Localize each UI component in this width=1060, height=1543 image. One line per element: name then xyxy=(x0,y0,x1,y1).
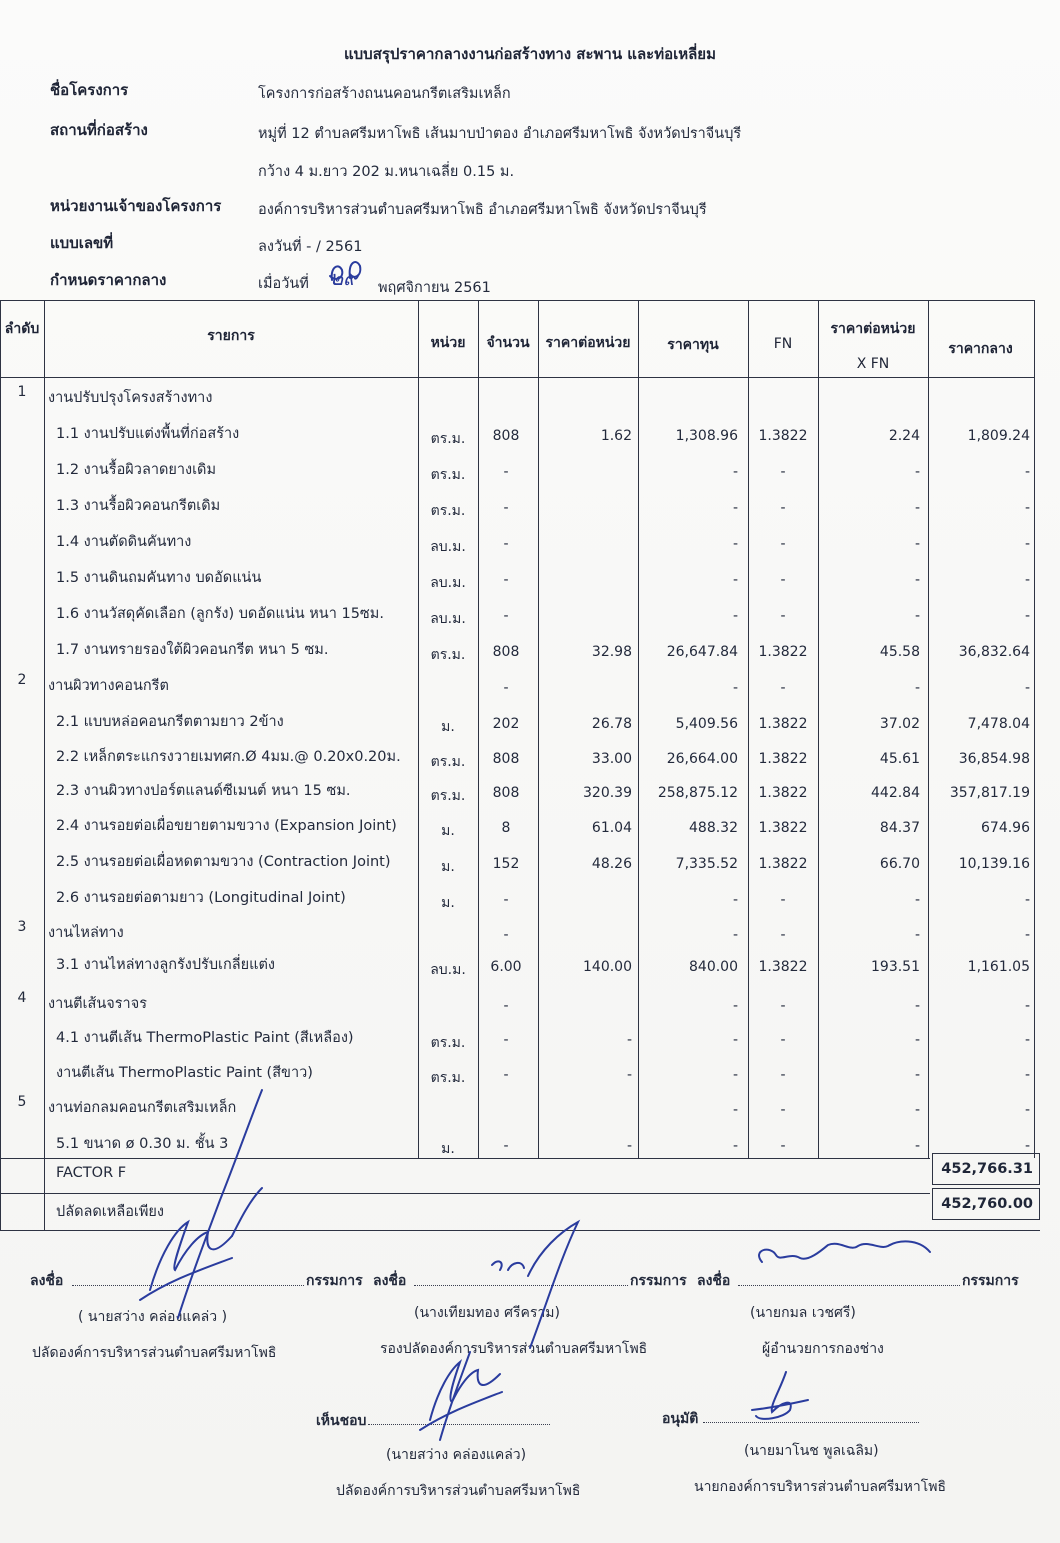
row-description: 2.6 งานรอยต่อตามยาว (Longitudinal Joint) xyxy=(56,890,346,906)
row-mid: - xyxy=(1024,1102,1030,1118)
row-up: 32.98 xyxy=(591,644,632,660)
row-cost: - xyxy=(732,680,738,696)
header-mid-price: ราคากลาง xyxy=(948,341,1013,357)
row-cost: - xyxy=(732,464,738,480)
row-unit: ลบ.ม. xyxy=(430,539,466,555)
row-description: 2.4 งานรอยต่อเผื่อขยายตามขวาง (Expansion Joint) xyxy=(56,818,397,834)
row-number: 2 xyxy=(17,672,27,688)
document-title: แบบสรุปราคากลางงานก่อสร้างทาง สะพาน และท่อเหลี่ยม xyxy=(343,45,716,63)
signer-2-name: (นางเทียมทอง ศรีคราม) xyxy=(414,1305,560,1321)
row-cost: - xyxy=(732,1102,738,1118)
row-qty: 202 xyxy=(492,716,520,732)
row-description: 1.7 งานทรายรองใต้ผิวคอนกรีต หนา 5 ซม. xyxy=(56,642,329,658)
row-mid: - xyxy=(1024,464,1030,480)
row-qty: - xyxy=(503,1138,509,1154)
row-unit: ตร.ม. xyxy=(430,647,466,663)
header-no: ลำดับ xyxy=(4,321,40,337)
row-description: 1.2 งานรื้อผิวลาดยางเดิม xyxy=(56,462,217,478)
row-ufn: - xyxy=(914,892,920,908)
sign-label-3: ลงชื่อ xyxy=(697,1273,731,1289)
signature-1-tail xyxy=(178,1090,262,1318)
signer-4-name: (นายสว่าง คล่องแคล่ว) xyxy=(386,1447,527,1463)
design-label: แบบเลขที่ xyxy=(50,234,114,252)
row-qty: 6.00 xyxy=(490,959,522,975)
row-description: 1.5 งานดินถมคันทาง บดอัดแน่น xyxy=(56,570,262,586)
row-up: - xyxy=(626,1032,632,1048)
row-fn: 1.3822 xyxy=(758,751,808,767)
row-description: 2.1 แบบหล่อคอนกรีตตามยาว 2ข้าง xyxy=(56,714,284,730)
row-ufn: - xyxy=(914,680,920,696)
row-number: 4 xyxy=(17,990,27,1006)
row-ufn: - xyxy=(914,536,920,552)
row-ufn: 84.37 xyxy=(879,820,920,836)
row-qty: 808 xyxy=(492,644,520,660)
owner-value: องค์การบริหารส่วนตำบลศรีมหาโพธิ อำเภอศรีมหาโพธิ จังหวัดปราจีนบุรี xyxy=(258,202,707,218)
row-cost: - xyxy=(732,1032,738,1048)
row-qty: - xyxy=(503,500,509,516)
row-mid: - xyxy=(1024,892,1030,908)
signature-3 xyxy=(759,1241,930,1262)
row-ufn: - xyxy=(914,998,920,1014)
row-ufn: 45.58 xyxy=(879,644,920,660)
row-fn: - xyxy=(780,1102,786,1118)
header-fn: FN xyxy=(773,336,793,352)
row-ufn: - xyxy=(914,608,920,624)
project-value: โครงการก่อสร้างถนนคอนกรีตเสริมเหล็ก xyxy=(258,86,511,102)
row-cost: 840.00 xyxy=(689,959,738,975)
header-qty: จำนวน xyxy=(486,335,530,351)
price-date-prefix: เมื่อวันที่ xyxy=(258,276,309,292)
row-description: 1.3 งานรื้อผิวคอนกรีตเดิม xyxy=(56,498,221,514)
committee-label-2: กรรมการ xyxy=(630,1273,687,1289)
row-description: งานปรับปรุงโครงสร้างทาง xyxy=(48,390,213,406)
row-description: 3.1 งานไหล่ทางลูกรังปรับเกลี่ยแต่ง xyxy=(56,957,276,973)
row-unit: ม. xyxy=(441,859,455,875)
date-day-stroke xyxy=(330,262,360,280)
row-qty: 8 xyxy=(501,820,511,836)
header-unit-price: ราคาต่อหน่วย xyxy=(545,335,631,351)
row-mid: 36,832.64 xyxy=(958,644,1030,660)
row-fn: - xyxy=(780,927,786,943)
row-mid: 674.96 xyxy=(981,820,1030,836)
row-ufn: - xyxy=(914,1102,920,1118)
row-fn: 1.3822 xyxy=(758,644,808,660)
row-cost: 488.32 xyxy=(689,820,738,836)
row-unit: ลบ.ม. xyxy=(430,611,466,627)
price-date-day: ๒๙ xyxy=(330,266,358,290)
row-cost: 7,335.52 xyxy=(675,856,738,872)
design-value: ลงวันที่ - / 2561 xyxy=(258,239,363,255)
signer-4-title: ปลัดองค์การบริหารส่วนตำบลศรีมหาโพธิ xyxy=(336,1483,581,1499)
row-up: 61.04 xyxy=(591,820,632,836)
signer-5-title: นายกองค์การบริหารส่วนตำบลศรีมหาโพธิ xyxy=(694,1479,947,1495)
row-qty: - xyxy=(503,892,509,908)
row-up: 320.39 xyxy=(583,785,632,801)
row-mid: - xyxy=(1024,680,1030,696)
row-description: 4.1 งานตีเส้น ThermoPlastic Paint (สีเหลือง) xyxy=(56,1030,354,1046)
row-number: 1 xyxy=(17,384,27,400)
owner-label: หน่วยงานเจ้าของโครงการ xyxy=(50,197,222,215)
row-ufn: - xyxy=(914,1067,920,1083)
row-fn: 1.3822 xyxy=(758,959,808,975)
row-up: - xyxy=(626,1138,632,1154)
signature-1 xyxy=(140,1222,232,1300)
approve-label: อนุมัติ xyxy=(662,1411,699,1427)
row-ufn: 45.61 xyxy=(879,751,920,767)
row-cost: 1,308.96 xyxy=(675,428,738,444)
row-qty: - xyxy=(503,927,509,943)
rounded-total: 452,760.00 xyxy=(932,1188,1040,1220)
row-fn: 1.3822 xyxy=(758,820,808,836)
row-unit: ตร.ม. xyxy=(430,788,466,804)
row-qty: - xyxy=(503,1067,509,1083)
row-mid: 7,478.04 xyxy=(967,716,1030,732)
row-ufn: 66.70 xyxy=(879,856,920,872)
row-cost: 26,647.84 xyxy=(666,644,738,660)
row-mid: 357,817.19 xyxy=(949,785,1030,801)
header-unit-fn: ราคาต่อหน่วย xyxy=(830,321,916,337)
row-description: งานไหล่ทาง xyxy=(48,925,124,941)
row-mid: 36,854.98 xyxy=(958,751,1030,767)
row-cost: - xyxy=(732,500,738,516)
row-mid: 10,139.16 xyxy=(958,856,1030,872)
row-mid: - xyxy=(1024,572,1030,588)
row-cost: - xyxy=(732,1067,738,1083)
row-description: งานตีเส้นจราจร xyxy=(48,996,147,1012)
header-unit: หน่วย xyxy=(430,335,466,351)
row-up: 1.62 xyxy=(600,428,632,444)
row-cost: 258,875.12 xyxy=(657,785,738,801)
row-cost: - xyxy=(732,998,738,1014)
row-description: 2.2 เหล็กตระแกรงวายเมทศก.Ø 4มม.@ 0.20x0.20ม. xyxy=(56,749,401,765)
signer-1-title: ปลัดองค์การบริหารส่วนตำบลศรีมหาโพธิ xyxy=(32,1345,277,1361)
row-fn: - xyxy=(780,536,786,552)
row-up: - xyxy=(626,1067,632,1083)
row-qty: 152 xyxy=(492,856,520,872)
row-cost: - xyxy=(732,892,738,908)
row-unit: ม. xyxy=(441,823,455,839)
row-mid: - xyxy=(1024,500,1030,516)
dimensions-value: กว้าง 4 ม.ยาว 202 ม.หนาเฉลี่ย 0.15 ม. xyxy=(258,164,515,180)
row-fn: 1.3822 xyxy=(758,428,808,444)
row-qty: - xyxy=(503,464,509,480)
row-unit: ตร.ม. xyxy=(430,1035,466,1051)
row-qty: - xyxy=(503,1032,509,1048)
row-fn: - xyxy=(780,500,786,516)
row-fn: - xyxy=(780,1138,786,1154)
rounded-label: ปลัดลดเหลือเพียง xyxy=(56,1204,165,1220)
row-cost: - xyxy=(732,927,738,943)
row-mid: - xyxy=(1024,998,1030,1014)
row-fn: 1.3822 xyxy=(758,716,808,732)
row-mid: - xyxy=(1024,1067,1030,1083)
signer-5-name: (นายมาโนช พูลเฉลิม) xyxy=(744,1443,879,1459)
row-unit: ลบ.ม. xyxy=(430,575,466,591)
row-unit: ตร.ม. xyxy=(430,754,466,770)
row-unit: ตร.ม. xyxy=(430,431,466,447)
row-description: 1.6 งานวัสดุคัดเลือก (ลูกรัง) บดอัดแน่น หนา 15ซม. xyxy=(56,606,384,622)
row-fn: - xyxy=(780,464,786,480)
price-date-month: พฤศจิกายน 2561 xyxy=(378,280,491,296)
row-ufn: - xyxy=(914,1138,920,1154)
row-description: งานผิวทางคอนกรีต xyxy=(48,678,169,694)
row-description: 1.4 งานตัดดินคันทาง xyxy=(56,534,192,550)
row-qty: - xyxy=(503,572,509,588)
row-ufn: 2.24 xyxy=(888,428,920,444)
factor-total: 452,766.31 xyxy=(932,1153,1040,1185)
row-number: 5 xyxy=(17,1094,27,1110)
row-unit: ม. xyxy=(441,895,455,911)
row-unit: ลบ.ม. xyxy=(430,962,466,978)
row-unit: ม. xyxy=(441,719,455,735)
row-qty: - xyxy=(503,536,509,552)
row-qty: 808 xyxy=(492,428,520,444)
row-ufn: 442.84 xyxy=(871,785,920,801)
row-fn: - xyxy=(780,1032,786,1048)
row-fn: - xyxy=(780,892,786,908)
row-mid: 1,809.24 xyxy=(967,428,1030,444)
row-up: 140.00 xyxy=(583,959,632,975)
header-cost: ราคาทุน xyxy=(667,337,719,353)
row-description: 2.5 งานรอยต่อเผื่อหดตามขวาง (Contraction Joint) xyxy=(56,854,391,870)
row-cost: - xyxy=(732,1138,738,1154)
row-cost: 5,409.56 xyxy=(675,716,738,732)
row-mid: - xyxy=(1024,1138,1030,1154)
row-qty: - xyxy=(503,608,509,624)
row-fn: 1.3822 xyxy=(758,785,808,801)
row-up: 48.26 xyxy=(591,856,632,872)
row-mid: - xyxy=(1024,1032,1030,1048)
row-unit: ตร.ม. xyxy=(430,503,466,519)
header-unit-fn-x: X FN xyxy=(856,356,890,372)
row-up: 26.78 xyxy=(591,716,632,732)
row-cost: - xyxy=(732,572,738,588)
row-description: 1.1 งานปรับแต่งพื้นที่ก่อสร้าง xyxy=(56,426,240,442)
row-mid: - xyxy=(1024,536,1030,552)
row-mid: - xyxy=(1024,927,1030,943)
row-qty: 808 xyxy=(492,751,520,767)
row-description: 2.3 งานผิวทางปอร์ตแลนด์ซีเมนต์ หนา 15 ซม. xyxy=(56,783,351,799)
row-qty: - xyxy=(503,680,509,696)
row-description: 5.1 ขนาด ø 0.30 ม. ชั้น 3 xyxy=(56,1136,229,1152)
row-ufn: - xyxy=(914,572,920,588)
row-ufn: 193.51 xyxy=(871,959,920,975)
row-qty: 808 xyxy=(492,785,520,801)
row-fn: - xyxy=(780,1067,786,1083)
row-fn: - xyxy=(780,998,786,1014)
row-ufn: - xyxy=(914,927,920,943)
row-cost: - xyxy=(732,536,738,552)
signature-4 xyxy=(420,1352,502,1440)
row-up: 33.00 xyxy=(591,751,632,767)
signer-2-title: รองปลัดองค์การบริหารส่วนตำบลศรีมหาโพธิ xyxy=(380,1341,648,1357)
price-label: กำหนดราคากลาง xyxy=(50,271,167,289)
row-ufn: - xyxy=(914,1032,920,1048)
row-mid: - xyxy=(1024,608,1030,624)
row-unit: ตร.ม. xyxy=(430,1070,466,1086)
factor-label: FACTOR F xyxy=(56,1165,127,1181)
sign-label-2: ลงชื่อ xyxy=(373,1273,407,1289)
agree-label: เห็นชอบ xyxy=(316,1413,367,1429)
signature-5 xyxy=(752,1372,808,1419)
row-fn: 1.3822 xyxy=(758,856,808,872)
committee-label-1: กรรมการ xyxy=(306,1273,363,1289)
row-mid: 1,161.05 xyxy=(967,959,1030,975)
row-ufn: 37.02 xyxy=(879,716,920,732)
row-ufn: - xyxy=(914,464,920,480)
row-description: งานท่อกลมคอนกรีตเสริมเหล็ก xyxy=(48,1100,237,1116)
row-cost: - xyxy=(732,608,738,624)
location-value: หมู่ที่ 12 ตำบลศรีมหาโพธิ เส้นมาบป่าตอง อำเภอศรีมหาโพธิ จังหวัดปราจีนบุรี xyxy=(258,126,742,142)
row-number: 3 xyxy=(17,919,27,935)
row-qty: - xyxy=(503,998,509,1014)
header-item: รายการ xyxy=(207,328,255,344)
row-cost: 26,664.00 xyxy=(666,751,738,767)
row-description: งานตีเส้น ThermoPlastic Paint (สีขาว) xyxy=(56,1065,313,1081)
signer-1-name: ( นายสว่าง คล่องแคล่ว ) xyxy=(78,1309,228,1325)
row-ufn: - xyxy=(914,500,920,516)
location-label: สถานที่ก่อสร้าง xyxy=(50,121,148,139)
signature-2 xyxy=(492,1222,578,1348)
row-unit: ตร.ม. xyxy=(430,467,466,483)
row-fn: - xyxy=(780,680,786,696)
sign-label-1: ลงชื่อ xyxy=(30,1273,64,1289)
signer-3-title: ผู้อำนวยการกองช่าง xyxy=(762,1341,884,1357)
project-label: ชื่อโครงการ xyxy=(50,81,129,99)
committee-label-3: กรรมการ xyxy=(962,1273,1019,1289)
signer-3-name: (นายกมล เวชศรี) xyxy=(750,1305,856,1321)
row-fn: - xyxy=(780,572,786,588)
row-fn: - xyxy=(780,608,786,624)
row-unit: ม. xyxy=(441,1141,455,1157)
